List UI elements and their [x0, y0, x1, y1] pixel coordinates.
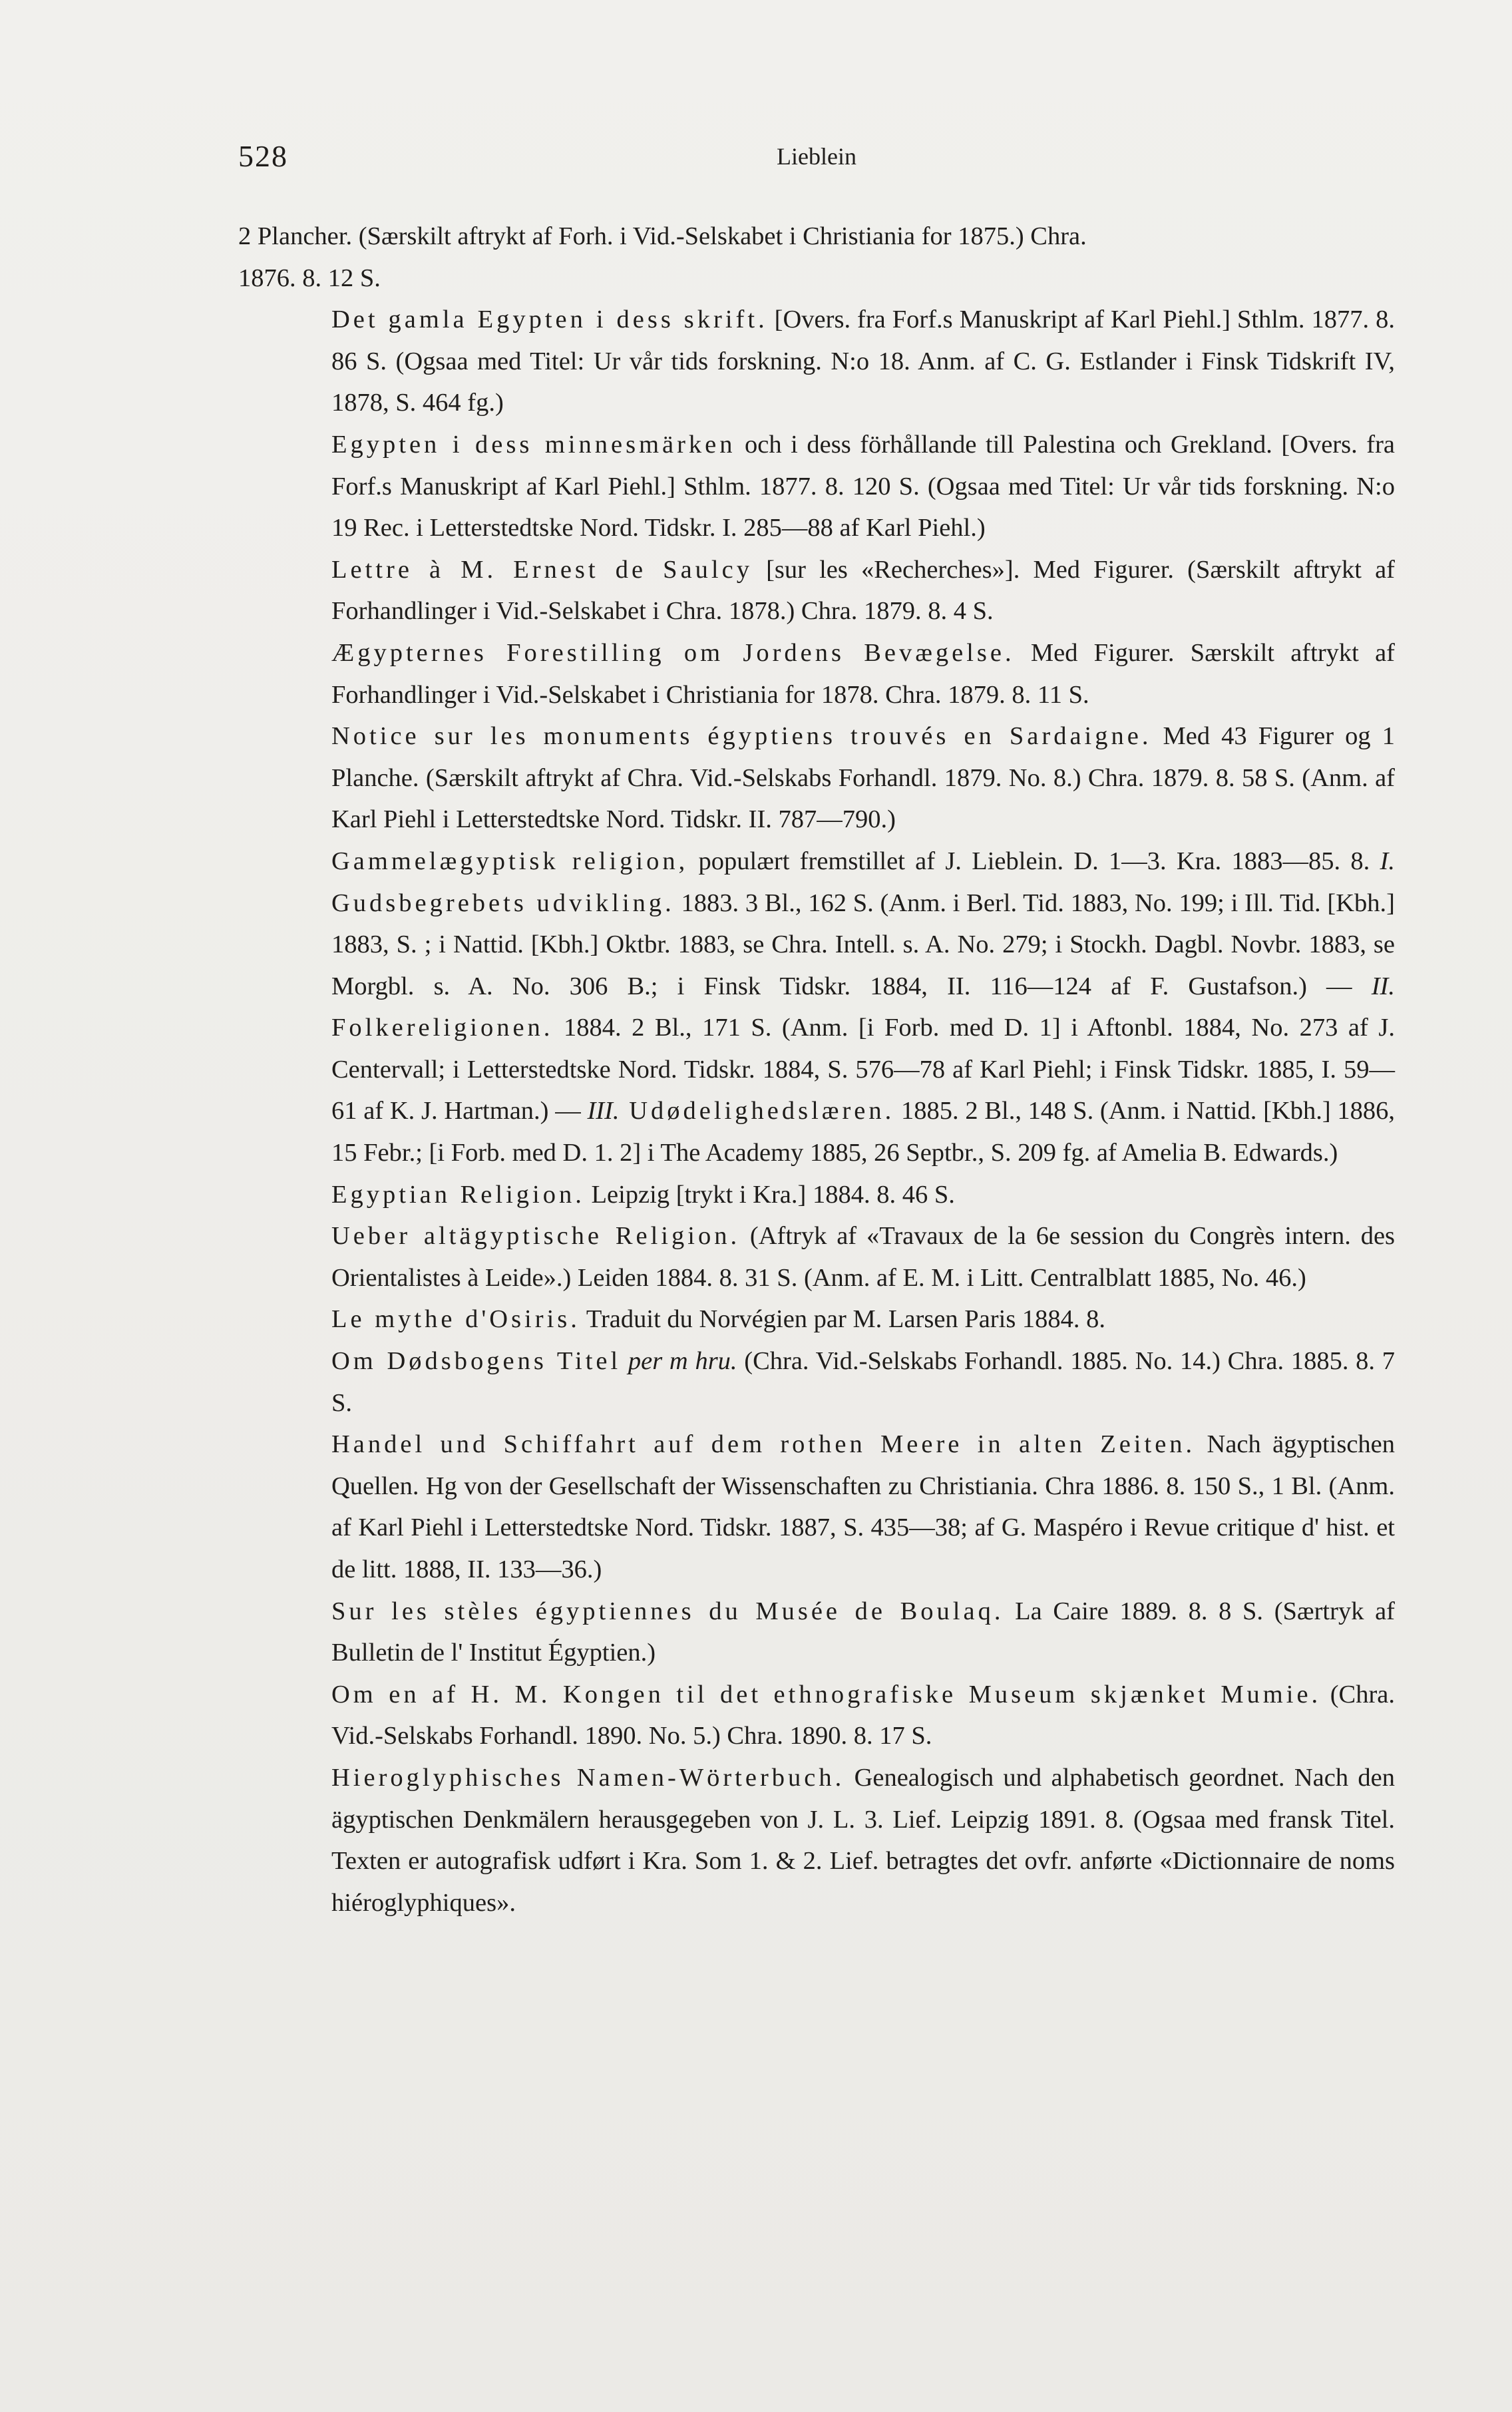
bibliography-entry: Lettre à M. Ernest de Saulcy [sur les «Recherches»]. Med Figurer. (Særskilt aftrykt af Forhandlinger i Vid.-Selskabet i Chra. 1878.) Chra. 1879. 8. 4 S.: [331, 555, 1395, 626]
work-title: Sur les stèles égyptiennes du Musée de Boulaq.: [331, 1597, 1004, 1625]
work-subtitle: Udødelighedslæren.: [619, 1097, 895, 1125]
bibliography-entry: Sur les stèles égyptiennes du Musée de Boulaq. La Caire 1889. 8. 8 S. (Særtryk af Bulletin de l' Institut Égyptien.): [331, 1597, 1395, 1667]
work-title: Gammelægyptisk religion,: [331, 847, 689, 875]
work-title: Ueber altägyptische Religion.: [331, 1222, 741, 1251]
bibliography-entry: Egypten i dess minnesmärken och i dess förhållande till Palestina och Grekland. [Overs. fra Forf.s Manuskript af Karl Piehl.] Sthlm. 1877. 8. 120 S. (Ogsaa med Titel: Ur vår tids forskning. N:o 19 Rec. i Letterstedtske Nord. Tidskr. I. 285—88 af Karl Piehl.): [331, 430, 1395, 542]
bibliography-entry: Egyptian Religion. Leipzig [trykt i Kra.] 1884. 8. 46 S.: [331, 1180, 955, 1209]
work-subtitle: Folkereligionen.: [331, 1014, 554, 1042]
bibliography-entry: Gammelægyptisk religion, populært fremstillet af J. Lieblein. D. 1—3. Kra. 1883—85. 8. I. Gudsbegrebets udvikling. 1883. 3 Bl., 162 S. (Anm. i Berl. Tid. 1883, No. 199; i Ill. Tid. [Kbh.] 1883, S. ; i Nattid. [Kbh.] Oktbr. 1883, se Chra. Intell. s. A. No. 279; i Stockh. Dagbl. Novbr. 1883, se Morgbl. s. A. No. 306 B.; i Finsk Tidskr. 1884, II. 116—124 af F. Gustafson.) — II. Folkereligionen. 1884. 2 Bl., 171 S. (Anm. [i Forb. med D. 1] i Aftonbl. 1884, No. 273 af J. Centervall; i Letterstedtske Nord. Tidskr. 1884, S. 576—78 af Karl Piehl; i Finsk Tidskr. 1885, I. 59—61 af K. J. Hartman.) — III. Udødelighedslæren. 1885. 2 Bl., 148 S. (Anm. i Nattid. [Kbh.] 1886, 15 Febr.; [i Forb. med D. 1. 2] i The Academy 1885, 26 Septbr., S. 209 fg. af Amelia B. Edwards.): [331, 847, 1396, 1167]
bibliography-entry: Om Dødsbogens Titel per m hru. (Chra. Vid.-Selskabs Forhandl. 1885. No. 14.) Chra. 1885. 8. 7 S.: [331, 1347, 1396, 1417]
bibliography-entry: Le mythe d'Osiris. Traduit du Norvégien par M. Larsen Paris 1884. 8.: [331, 1305, 1106, 1334]
bibliography-body: [238, 216, 1395, 1923]
work-title: Lettre à M. Ernest de Saulcy: [331, 555, 753, 584]
bibliography-entry: Ægypternes Forestilling om Jordens Bevægelse. Med Figurer. Særskilt aftrykt af Forhandlinger i Vid.-Selskabet i Christiania for 1878. Chra. 1879. 8. 11 S.: [331, 638, 1395, 709]
work-title: Egypten i dess minnesmärken: [331, 430, 736, 459]
work-subtitle: Gudsbegrebets udvikling.: [331, 889, 675, 917]
bibliography-entry: Det gamla Egypten i dess skrift. [Overs. fra Forf.s Manuskript af Karl Piehl.] Sthlm. 1877. 8. 86 S. (Ogsaa med Titel: Ur vår tids forskning. N:o 18. Anm. af C. G. Estlander i Finsk Tidskrift IV, 1878, S. 464 fg.): [331, 305, 1395, 417]
work-title: Notice sur les monuments égyptiens trouvés en Sardaigne.: [331, 722, 1152, 751]
bibliography-entry: Ueber altägyptische Religion. (Aftryk af «Travaux de la 6e session du Congrès intern. des Orientalistes à Leide».) Leiden 1884. 8. 31 S. (Anm. af E. M. i Litt. Centralblatt 1885, No. 46.): [331, 1222, 1396, 1292]
page-number: 528: [238, 139, 288, 173]
bibliography-entry: Hieroglyphisches Namen-Wörterbuch. Genealogisch und alphabetisch geordnet. Nach den ägyptischen Denkmälern herausgegeben von J. L. 3. Lief. Leipzig 1891. 8. (Ogsaa med fransk Titel. Texten er autografisk udført i Kra. Som 1. & 2. Lief. betragtes det ovfr. anførte «Dictionnaire de noms hiéroglyphiques».: [331, 1763, 1396, 1917]
work-title: Ægypternes Forestilling om Jordens Bevægelse.: [331, 638, 1015, 667]
work-title: Egyptian Religion.: [331, 1180, 585, 1209]
bibliography-entry: Handel und Schiffahrt auf dem rothen Meere in alten Zeiten. Nach ägyptischen Quellen. Hg von der Gesellschaft der Wissenschaften zu Christiania. Chra 1886. 8. 150 S., 1 Bl. (Anm. af Karl Piehl i Letterstedtske Nord. Tidskr. 1887, S. 435—38; af G. Maspéro i Revue critique d' hist. et de litt. 1888, II. 133—36.): [331, 1430, 1395, 1583]
running-head: Lieblein: [777, 143, 856, 170]
work-title: Handel und Schiffahrt auf dem rothen Meere in alten Zeiten.: [331, 1430, 1196, 1459]
bibliography-entry: Om en af H. M. Kongen til det ethnografiske Museum skjænket Mumie. (Chra. Vid.-Selskabs Forhandl. 1890. No. 5.) Chra. 1890. 8. 17 S.: [331, 1680, 1395, 1750]
bibliography-entry: 2 Plancher. (Særskilt aftrykt af Forh. i Vid.-Selskabet i Christiania for 1875.) Chra. 1876. 8. 12 S.: [238, 222, 1087, 292]
work-title: Hieroglyphisches Namen-Wörterbuch.: [331, 1763, 845, 1792]
work-title: Det gamla Egypten i dess skrift.: [331, 305, 768, 334]
work-title: Om en af H. M. Kongen til det ethnografiske Museum skjænket Mumie.: [331, 1680, 1322, 1708]
bibliography-entry: Notice sur les monuments égyptiens trouvés en Sardaigne. Med 43 Figurer og 1 Planche. (Særskilt aftrykt af Chra. Vid.-Selskabs Forhandl. 1879. No. 8.) Chra. 1879. 8. 58 S. (Anm. af Karl Piehl i Letterstedtske Nord. Tidskr. II. 787—790.): [331, 722, 1395, 834]
page-header: [238, 138, 1395, 185]
work-title: Le mythe d'Osiris.: [331, 1305, 580, 1334]
work-title: Om Dødsbogens Titel: [331, 1347, 622, 1376]
